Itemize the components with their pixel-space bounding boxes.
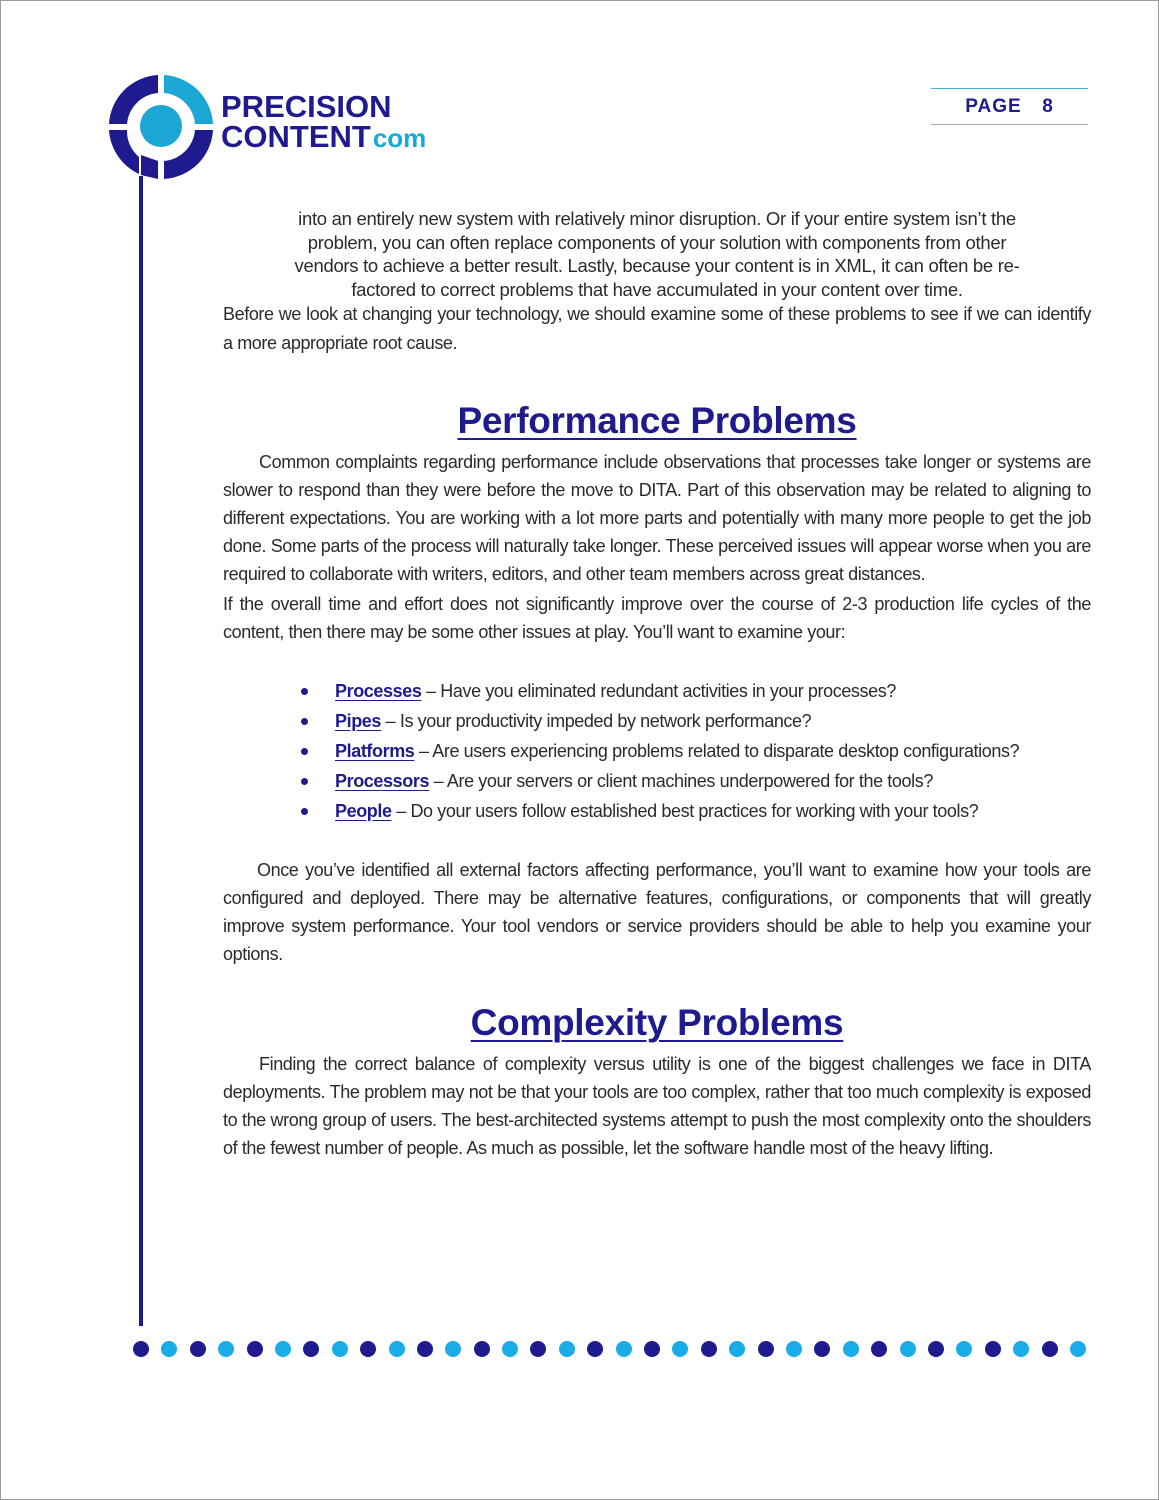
dot-icon [303, 1341, 319, 1357]
dot-icon [1013, 1341, 1029, 1357]
dot-icon [275, 1341, 291, 1357]
bullet-icon [301, 808, 308, 815]
dot-icon [928, 1341, 944, 1357]
performance-heading: Performance Problems [457, 400, 857, 441]
bullet-icon [301, 778, 308, 785]
list-item [301, 706, 1091, 736]
dot-icon [900, 1341, 916, 1357]
dot-icon [360, 1341, 376, 1357]
main-content [223, 207, 1091, 1162]
processes-link[interactable]: Processes [335, 681, 422, 701]
brand-suffix: com [372, 123, 427, 153]
performance-paragraph-2: If the overall time and effort does not significantly improve over the course of 2-3 production life cycles of the content, then there may be some other issues at play. You’ll want to examine your: [223, 594, 1091, 642]
platforms-link[interactable]: Platforms [335, 741, 415, 761]
dot-icon [161, 1341, 177, 1357]
dot-icon [559, 1341, 575, 1357]
bullet-icon [301, 718, 308, 725]
processors-link[interactable]: Processors [335, 771, 430, 791]
list-item-text: – Have you eliminated redundant activities in your processes? [421, 681, 896, 701]
dot-icon [389, 1341, 405, 1357]
bullet-icon [301, 688, 308, 695]
list-item [301, 676, 1091, 706]
dot-icon [530, 1341, 546, 1357]
dot-icon [985, 1341, 1001, 1357]
dot-icon [133, 1341, 149, 1357]
page-number-box [931, 88, 1088, 125]
brand-line-1: PRECISION [221, 89, 392, 124]
dot-icon [445, 1341, 461, 1357]
intro-line: into an entirely new system with relatively minor disruption. Or if your entire system isn’t the [298, 208, 1016, 229]
dot-icon [1042, 1341, 1058, 1357]
dot-icon [729, 1341, 745, 1357]
list-item [301, 766, 1091, 796]
dot-icon [814, 1341, 830, 1357]
precision-content-logo-icon [105, 71, 217, 183]
people-link[interactable]: People [335, 801, 392, 821]
decorative-dot-row [133, 1341, 1086, 1357]
complexity-heading: Complexity Problems [470, 1002, 844, 1043]
dot-icon [332, 1341, 348, 1357]
dot-icon [1070, 1341, 1086, 1357]
brand-line-2 [221, 119, 427, 154]
list-item [301, 736, 1091, 766]
bullet-icon [301, 748, 308, 755]
dot-icon [247, 1341, 263, 1357]
performance-factor-list [223, 676, 1091, 826]
dot-icon [218, 1341, 234, 1357]
dot-icon [758, 1341, 774, 1357]
dot-icon [786, 1341, 802, 1357]
dot-icon [956, 1341, 972, 1357]
intro-paragraph: Before we look at changing your technology, we should examine some of these problems to see if we can identify a more appropriate root cause. [223, 304, 1091, 353]
intro-centered-block [223, 207, 1091, 301]
dot-icon [417, 1341, 433, 1357]
complexity-paragraph-1: Finding the correct balance of complexity versus utility is one of the biggest challenges we face in DITA deployments. The problem may not be that your tools are too complex, rather that too much complexity is exposed to the wrong group of users. The best-architected systems attempt to push the most complexity onto the shoulders of the fewest number of people. As much as possible, let the software handle most of the heavy lifting. [223, 1054, 1091, 1158]
dot-icon [474, 1341, 490, 1357]
dot-icon [190, 1341, 206, 1357]
dot-icon [672, 1341, 688, 1357]
dot-icon [587, 1341, 603, 1357]
vertical-rule [139, 176, 143, 1326]
intro-line: vendors to achieve a better result. Lastly, because your content is in XML, it can often be re- [294, 255, 1020, 276]
dot-icon [871, 1341, 887, 1357]
list-item-text: – Are your servers or client machines underpowered for the tools? [429, 771, 933, 791]
list-item-text: – Is your productivity impeded by network performance? [381, 711, 812, 731]
intro-line: factored to correct problems that have accumulated in your content over time. [351, 278, 963, 300]
brand-wordmark [221, 89, 427, 154]
dot-icon [502, 1341, 518, 1357]
brand-content: CONTENT [221, 119, 371, 154]
pipes-link[interactable]: Pipes [335, 711, 382, 731]
dot-icon [616, 1341, 632, 1357]
list-item [301, 796, 1091, 826]
list-item-text: – Are users experiencing problems related to disparate desktop configurations? [414, 741, 1020, 761]
intro-line: problem, you can often replace components of your solution with components from other [307, 231, 1007, 253]
dot-icon [644, 1341, 660, 1357]
dot-icon [701, 1341, 717, 1357]
performance-paragraph-3: Once you’ve identified all external factors affecting performance, you’ll want to examine how your tools are configured and deployed. There may be alternative features, configurations, or components that will greatly improve system performance. Your tool vendors or service providers should be able to help you examine your options. [223, 860, 1091, 964]
page-number: PAGE 8 [965, 96, 1054, 117]
list-item-text: – Do your users follow established best practices for working with your tools? [391, 801, 979, 821]
dot-icon [843, 1341, 859, 1357]
performance-paragraph-1: Common complaints regarding performance include observations that processes take longer or systems are slower to respond than they were before the move to DITA. Part of this observation may be related to aligning to different expectations. You are working with a lot more parts and potentially with many more people to get the job done. Some parts of the process will naturally take longer. These perceived issues will appear worse when you are required to collaborate with writers, editors, and other team members across great distances. [223, 452, 1091, 584]
